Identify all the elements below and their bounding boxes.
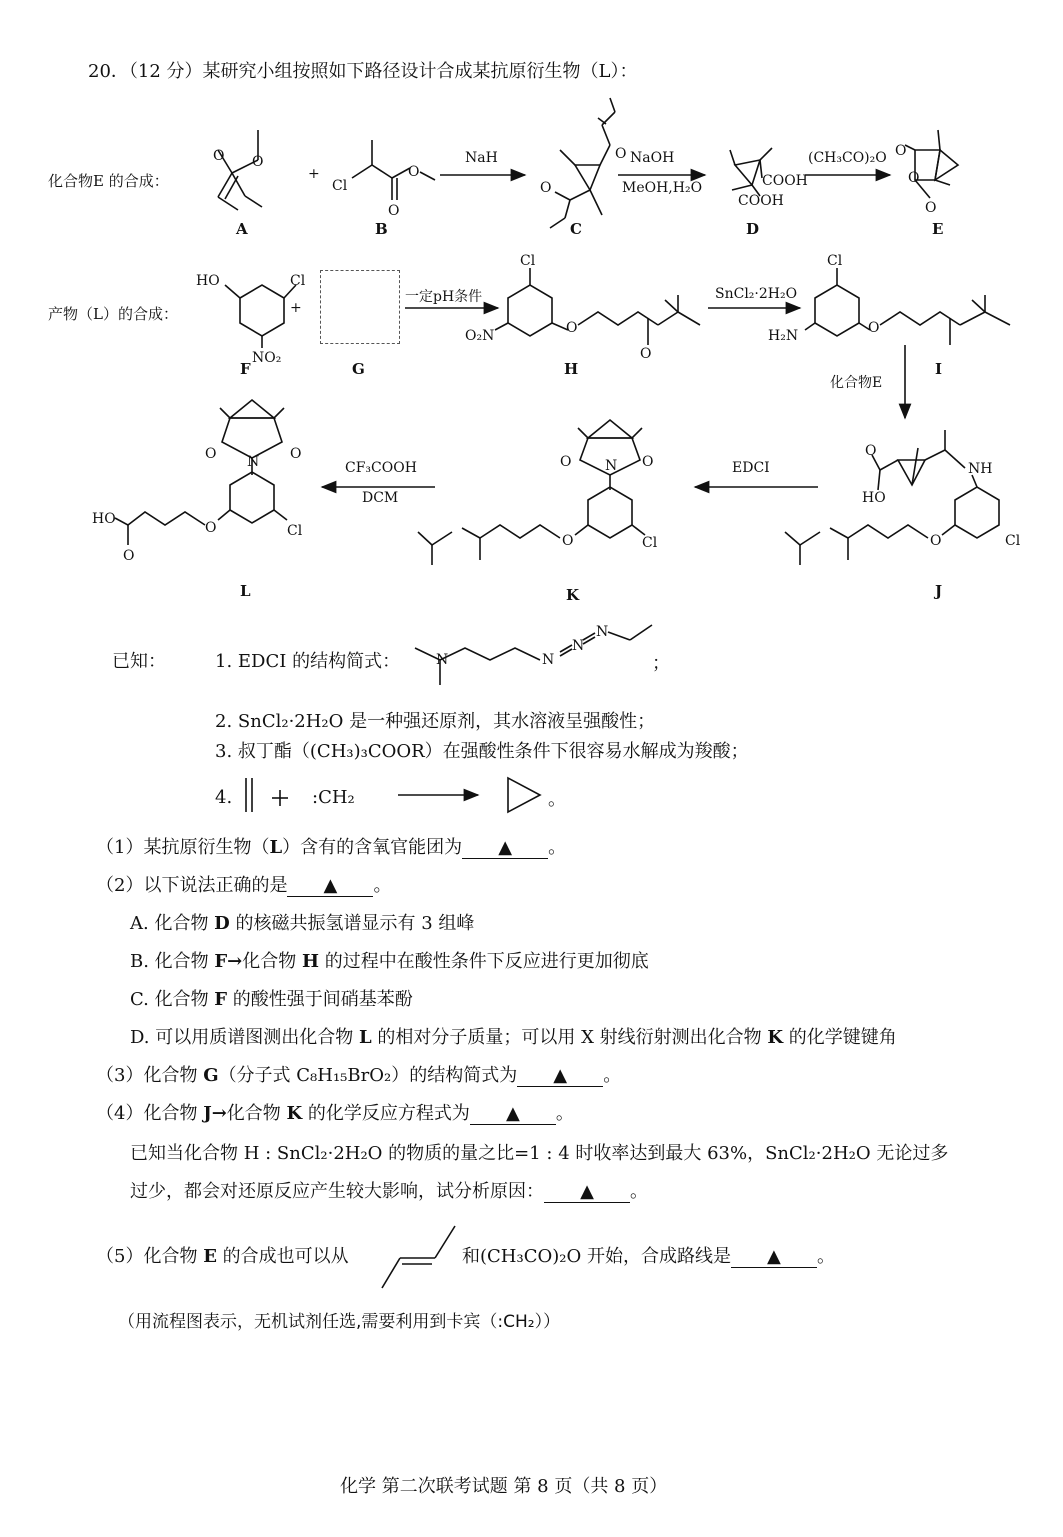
svg-text:N: N	[596, 624, 609, 640]
answer-blank-3[interactable]: ▲	[517, 1066, 603, 1087]
label-c: C	[570, 220, 582, 238]
reagent-ph: 一定pH条件	[405, 289, 483, 305]
reagent-tfa: CF₃COOH	[345, 460, 417, 476]
atom-cl-k: Cl	[642, 535, 658, 551]
question-5-post: 和(CH₃CO)₂O 开始，合成路线是 ▲ 。	[462, 1246, 835, 1267]
atom-o-l3: O	[123, 548, 135, 564]
label-d: D	[746, 220, 760, 238]
option-a: A. 化合物 D 的核磁共振氢谱显示有 3 组峰	[130, 913, 475, 934]
plus-2: +	[290, 300, 302, 316]
question-5-pre: （5）化合物 E 的合成也可以从	[96, 1246, 349, 1267]
svg-text:N: N	[572, 638, 585, 654]
atom-o-j2: O	[930, 533, 942, 549]
answer-blank-4[interactable]: ▲	[470, 1104, 556, 1125]
atom-o-k1: O	[560, 454, 572, 470]
label-h: H	[564, 360, 579, 378]
atom-h2n-i: H₂N	[768, 328, 799, 344]
known-4-reagent: :CH₂	[312, 787, 355, 808]
atom-o-e3: O	[925, 200, 937, 216]
atom-no2-f: NO₂	[252, 350, 282, 366]
reagent-nah: NaH	[465, 150, 498, 166]
atom-cl-i: Cl	[827, 253, 843, 269]
page-footer: 化学 第二次联考试题 第 8 页（共 8 页）	[340, 1476, 668, 1497]
atom-cl-b: Cl	[332, 178, 348, 194]
option-b: B. 化合物 F→化合物 H 的过程中在酸性条件下反应进行更加彻底	[130, 951, 649, 972]
atom-o-h2: O	[640, 346, 652, 362]
known-title: 已知：	[112, 651, 166, 672]
svg-text:N: N	[436, 652, 449, 668]
atom-o-h: O	[566, 320, 578, 336]
known-1: 1. EDCI 的结构简式：	[215, 651, 401, 672]
label-f: F	[240, 360, 251, 378]
atom-o-j: O	[865, 443, 877, 459]
label-g: G	[352, 360, 365, 378]
atom-o-c2: O	[540, 180, 552, 196]
reagent-dcm: DCM	[362, 490, 399, 506]
known-4-end: 。	[548, 789, 566, 810]
atom-o-b: O	[388, 203, 400, 219]
known-4: 4.	[215, 787, 233, 808]
known-3: 3. 叔丁酯（(CH₃)₃COOR）在强酸性条件下很容易水解成为羧酸；	[215, 741, 749, 762]
reagent-edci: EDCI	[732, 460, 770, 476]
svg-text:N: N	[542, 652, 555, 668]
atom-cooh-d2: COOH	[738, 193, 784, 209]
answer-blank-2[interactable]: ▲	[287, 876, 373, 897]
question-header: 20．（12 分）某研究小组按照如下路径设计合成某抗原衍生物（L）：	[88, 61, 638, 82]
question-4-note-1: 已知当化合物 H : SnCl₂·2H₂O 的物质的量之比=1 : 4 时收率达到最大 63%，SnCl₂·2H₂O 无论过多	[130, 1143, 949, 1164]
question-4: （4）化合物 J→化合物 K 的化学反应方程式为 ▲ 。	[96, 1103, 574, 1124]
question-5-note: （用流程图表示，无机试剂任选,需要利用到卡宾（:CH₂））	[118, 1312, 561, 1332]
atom-o-b2: O	[408, 164, 420, 180]
atom-n-l: N	[247, 454, 260, 470]
atom-n-k: N	[605, 458, 618, 474]
question-1: （1）某抗原衍生物（L）含有的含氧官能团为 ▲ 。	[96, 837, 567, 858]
question-3: （3）化合物 G（分子式 C₈H₁₅BrO₂）的结构简式为 ▲ 。	[96, 1065, 622, 1086]
atom-cooh-d1: COOH	[762, 173, 808, 189]
label-j: J	[935, 582, 943, 600]
reagent-meoh: MeOH,H₂O	[622, 180, 703, 196]
answer-blank-6[interactable]: ▲	[731, 1247, 817, 1268]
label-e: E	[932, 220, 944, 238]
label-l: L	[240, 582, 251, 600]
atom-ho-j: HO	[862, 490, 886, 506]
section-l-title: 产物（L）的合成：	[48, 305, 178, 323]
option-d: D. 可以用质谱图测出化合物 L 的相对分子质量；可以用 X 射线衍射测出化合物 K 的化学键键角	[130, 1027, 897, 1048]
reagent-ac2o: (CH₃CO)₂O	[808, 150, 887, 166]
atom-o-l1: O	[205, 446, 217, 462]
atom-o-k3: O	[562, 533, 574, 549]
atom-o-c1: O	[615, 146, 627, 162]
atom-o-e1: O	[895, 143, 907, 159]
atom-o2n-h: O₂N	[465, 328, 495, 344]
reagent-sncl2: SnCl₂·2H₂O	[715, 286, 798, 302]
section-e-title: 化合物E 的合成：	[48, 172, 169, 190]
atom-o-i: O	[868, 320, 880, 336]
atom-o-e2: O	[908, 170, 920, 186]
label-a: A	[236, 220, 248, 238]
atom-nh-j: NH	[968, 461, 993, 477]
question-4-note-2: 过少，都会对还原反应产生较大影响，试分析原因： ▲ 。	[130, 1181, 648, 1202]
atom-cl-l: Cl	[287, 523, 303, 539]
label-k: K	[566, 586, 580, 604]
atom-ho-f: HO	[196, 273, 220, 289]
plus-1: +	[308, 166, 320, 182]
question-2: （2）以下说法正确的是 ▲ 。	[96, 875, 392, 896]
answer-blank-5[interactable]: ▲	[544, 1182, 630, 1203]
atom-cl-h: Cl	[520, 253, 536, 269]
reagent-naoh: NaOH	[630, 150, 675, 166]
atom-o-a: O	[213, 148, 225, 164]
atom-o-l4: O	[205, 520, 217, 536]
known-1-end: ；	[652, 653, 670, 674]
reagent-cmpd-e: 化合物E	[830, 375, 883, 391]
answer-blank-1[interactable]: ▲	[462, 838, 548, 859]
known-2: 2. SnCl₂·2H₂O 是一种强还原剂，其水溶液呈强酸性；	[215, 711, 656, 732]
atom-cl-f: Cl	[290, 273, 306, 289]
atom-o-l2: O	[290, 446, 302, 462]
atom-cl-j: Cl	[1005, 533, 1021, 549]
atom-o-a2: O	[252, 154, 264, 170]
option-c: C. 化合物 F 的酸性强于间硝基苯酚	[130, 989, 413, 1010]
atom-ho-l: HO	[92, 511, 116, 527]
label-b: B	[375, 220, 388, 238]
label-i: I	[935, 360, 943, 378]
atom-o-k2: O	[642, 454, 654, 470]
